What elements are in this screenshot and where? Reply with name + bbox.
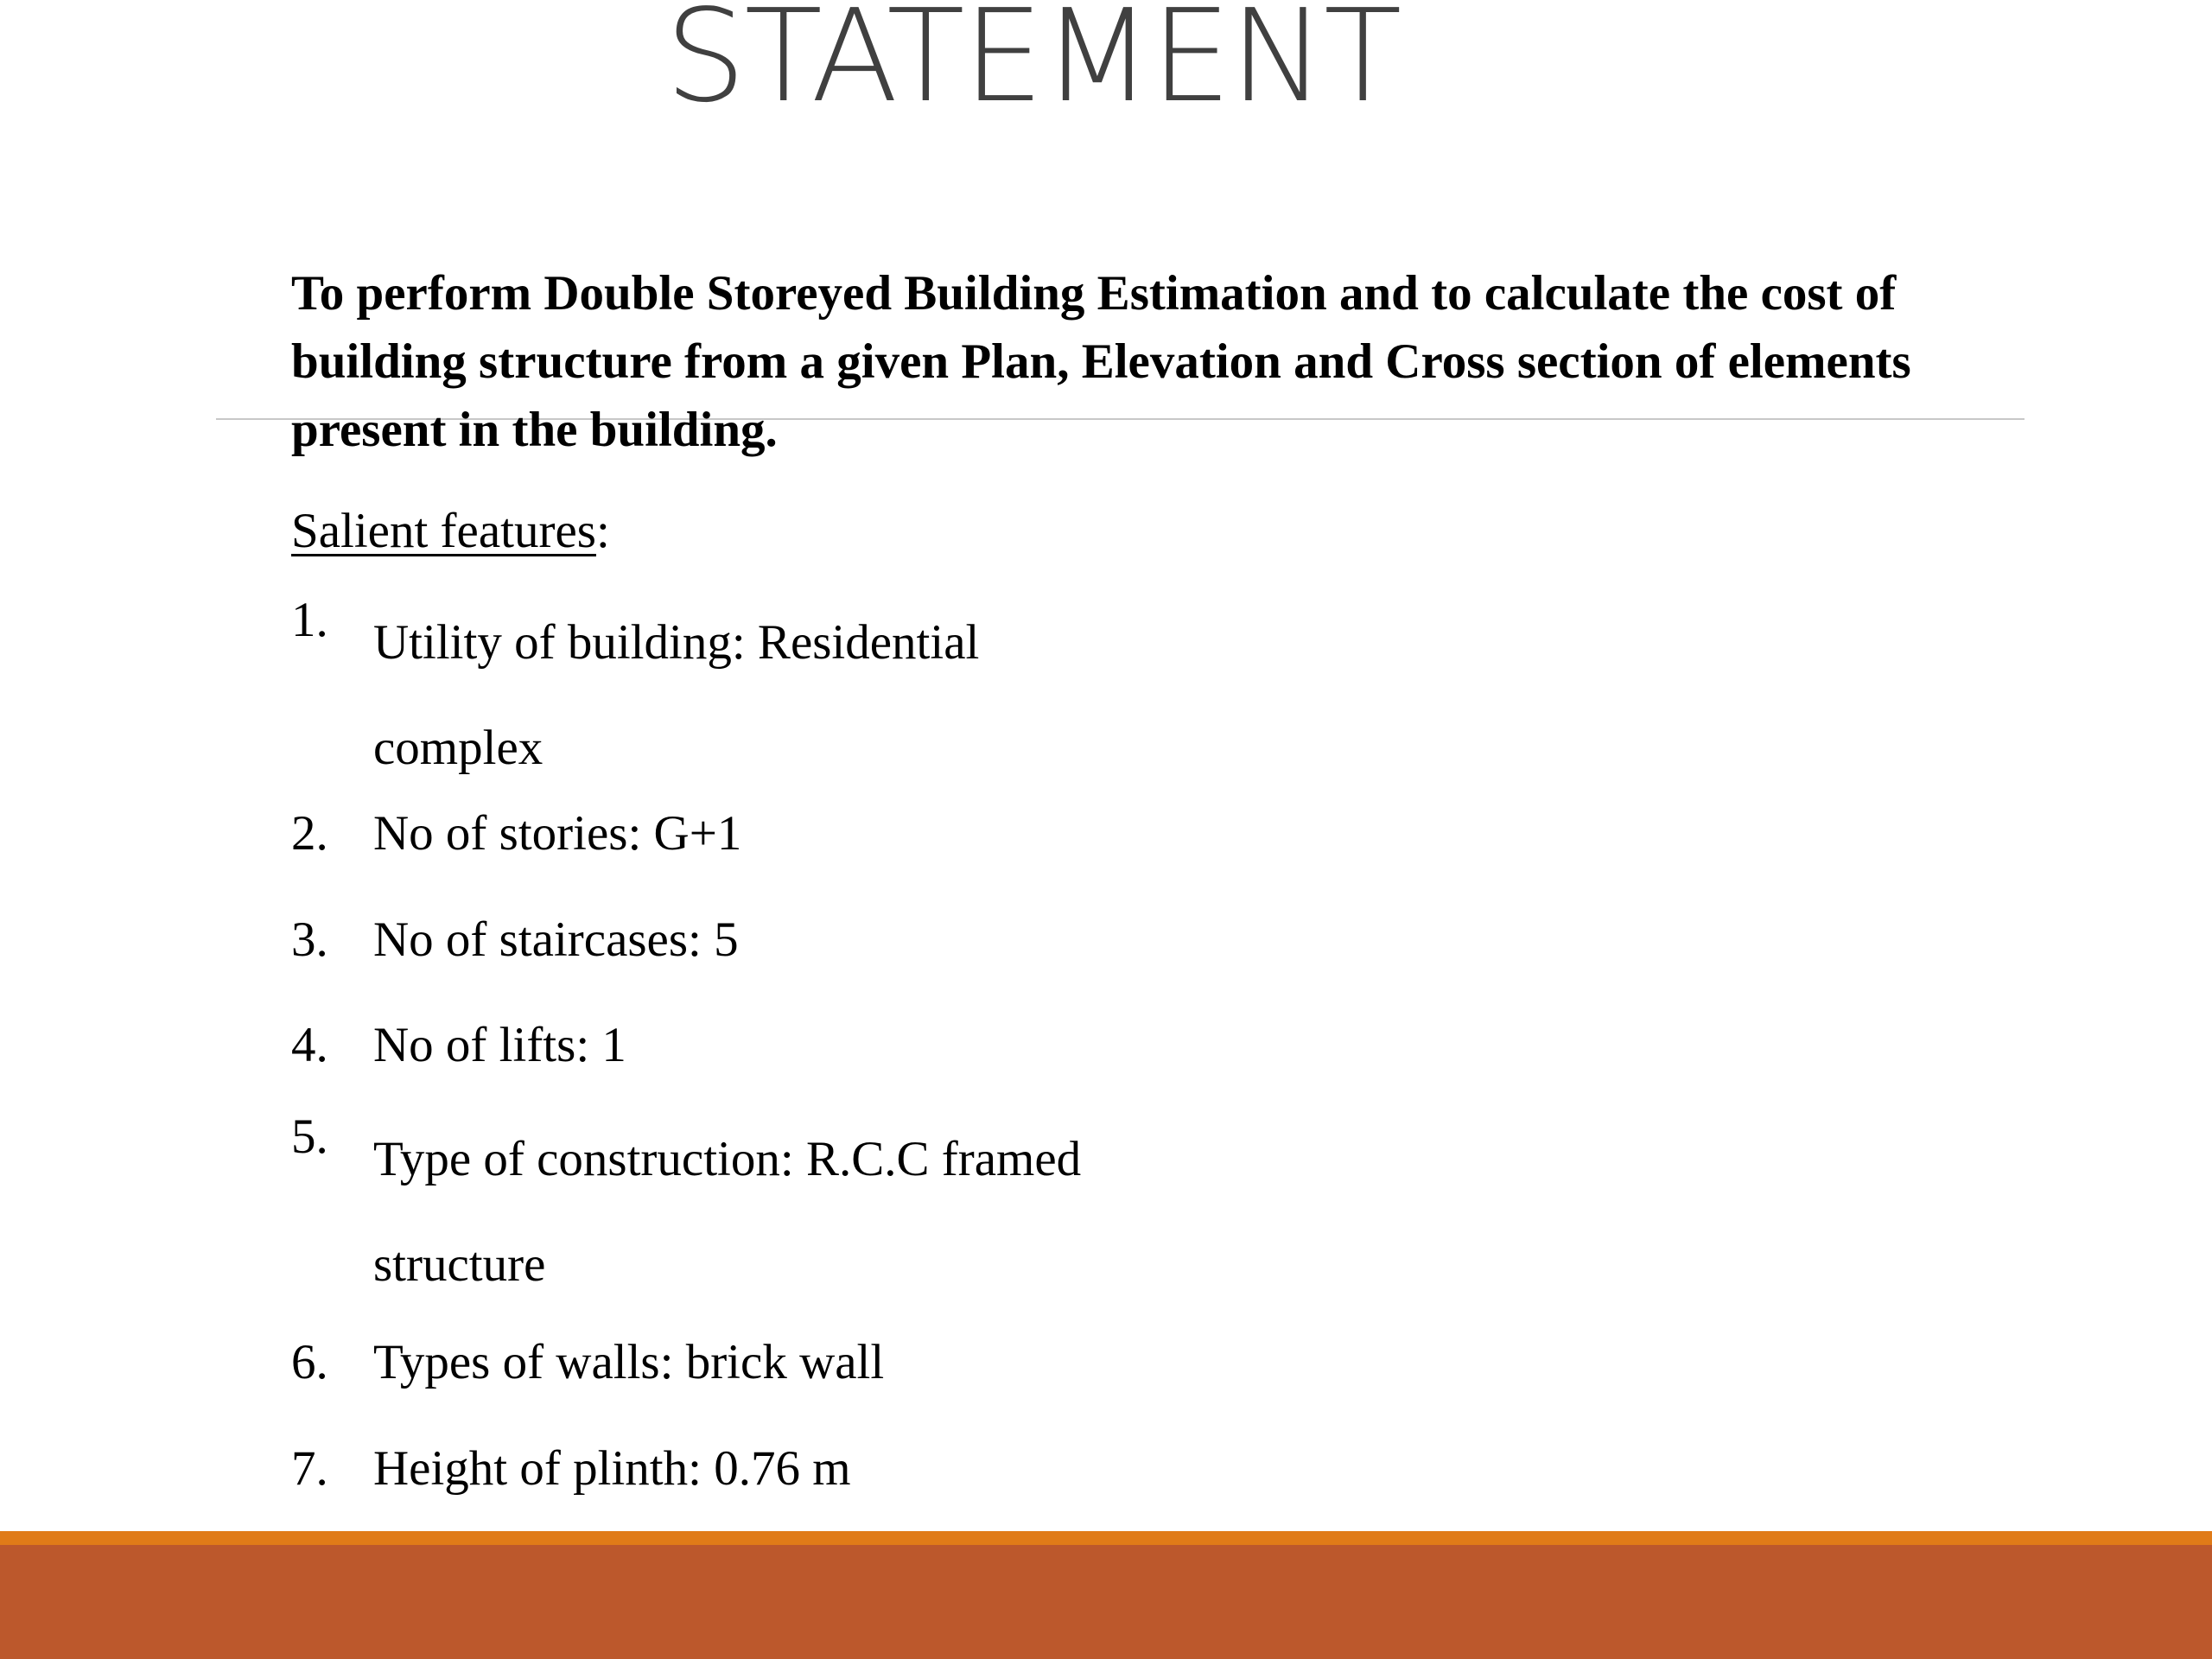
salient-features-label: Salient features xyxy=(291,504,596,558)
feature-text: No of stories: G+1 xyxy=(373,806,742,861)
features-list xyxy=(291,0,1587,1521)
problem-statement: To perform Double Storeyed Building Estimation and to calculate the cost of building structure from a given Plan, Elevation and Cross section of elements present in the building. xyxy=(291,266,1911,457)
feature-text: Height of plinth: 0.76 m xyxy=(373,1441,851,1496)
feature-number: 2. xyxy=(291,806,328,861)
salient-features-colon: : xyxy=(595,504,610,558)
feature-text: No of staircases: 5 xyxy=(373,912,739,967)
feature-item-staircases xyxy=(291,910,1367,970)
feature-text: Types of walls: brick wall xyxy=(373,1335,885,1389)
feature-item-stories xyxy=(291,804,1367,864)
feature-item-lifts xyxy=(291,1015,1367,1076)
feature-text: No of lifts: 1 xyxy=(373,1018,626,1072)
feature-number: 4. xyxy=(291,1018,328,1072)
feature-number: 5. xyxy=(291,1109,328,1164)
footer-accent-line xyxy=(0,1531,2212,1545)
feature-number: 7. xyxy=(291,1441,328,1496)
feature-item-construction xyxy=(291,1107,1237,1318)
feature-text: Type of construction: R.C.C framed structure xyxy=(373,1132,1082,1292)
feature-number: 1. xyxy=(291,593,328,647)
feature-number: 3. xyxy=(291,912,328,967)
feature-item-walls xyxy=(291,1332,1367,1393)
feature-item-utility xyxy=(291,590,1134,801)
footer-bar xyxy=(0,1545,2212,1659)
slide-title: STATEMENT xyxy=(664,0,1401,130)
feature-item-plinth xyxy=(291,1439,1367,1499)
feature-number: 6. xyxy=(291,1335,328,1389)
feature-text: Utility of building: Residential complex xyxy=(373,615,980,775)
